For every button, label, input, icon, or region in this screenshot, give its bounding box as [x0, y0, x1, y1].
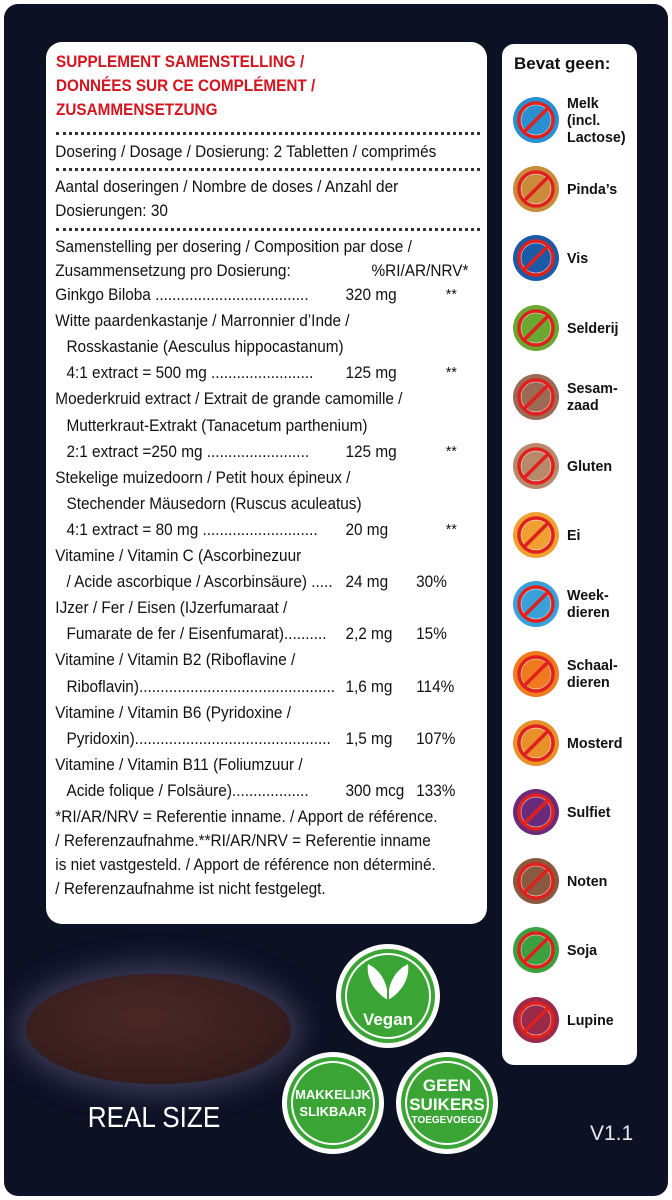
- allergen-label-line: zaad: [567, 397, 599, 414]
- no-sugar-badge: [394, 1050, 500, 1156]
- ingredient-text: Riboflavin)..............................................: [66, 678, 336, 696]
- ingredient-amount: 24 mg: [345, 573, 389, 591]
- lupine-icon: [512, 996, 560, 1044]
- allergen-label-line: Soja: [567, 941, 598, 959]
- ingredient-row: [46, 701, 456, 725]
- composition-header: [46, 235, 456, 259]
- ingredient-text: 4:1 extract = 500 mg ........................: [66, 364, 314, 382]
- ingredient-row: [46, 309, 456, 333]
- ingredient-amount: 300 mcg: [345, 782, 405, 800]
- ingredient-text: IJzer / Fer / Eisen (IJzerfumaraat /: [55, 599, 288, 617]
- ingredient-row: [46, 466, 456, 490]
- ingredient-row: [46, 648, 456, 672]
- vegan-badge: [334, 942, 442, 1050]
- allergen-label: [567, 92, 635, 148]
- ingredient-text: Rosskastanie (Aesculus hippocastanum): [66, 338, 344, 356]
- footnote-line: [46, 805, 456, 829]
- ingredient-row: [46, 387, 456, 411]
- footnote-line: [46, 853, 456, 877]
- allergen-label-line: Melk: [567, 94, 599, 112]
- milk-icon: [512, 96, 560, 144]
- title-line: SUPPLEMENT SAMENSTELLING /: [56, 52, 305, 71]
- ingredient-amount: 20 mg: [345, 521, 389, 539]
- dotted-divider: [56, 228, 480, 231]
- allergen-item: [512, 369, 632, 425]
- allergen-label-line: Sesam-: [567, 380, 618, 397]
- no-sugar-text: SUIKERS: [409, 1095, 485, 1114]
- allergen-label-line: dieren: [567, 674, 610, 691]
- wheat-icon: [512, 442, 560, 490]
- real-size-label: REAL SIZE: [87, 1102, 221, 1134]
- allergen-label-line: Lupine: [567, 1011, 614, 1029]
- ingredient-row: [46, 440, 456, 464]
- footnote-text: / Referenzaufnahme ist nicht festgelegt.: [55, 880, 326, 898]
- allergen-label: [567, 300, 635, 356]
- background: [4, 4, 668, 1196]
- allergen-label: [567, 438, 635, 494]
- allergen-title: Bevat geen:: [514, 54, 611, 73]
- dosage-row: [46, 140, 456, 164]
- ingredient-text: Stekelige muizedoorn / Petit houx épineux /: [55, 469, 351, 487]
- ingredient-amount: 320 mg: [345, 286, 397, 304]
- ingredient-text: Mutterkraut-Extrakt (Tanacetum parthenium): [66, 417, 368, 435]
- allergen-label: [567, 507, 635, 563]
- allergen-label: [567, 646, 635, 702]
- allergen-label-line: Gluten: [567, 457, 613, 475]
- ingredient-footnote-mark: **: [445, 443, 457, 460]
- ingredient-row: [46, 570, 456, 594]
- ingredient-row: [46, 335, 456, 359]
- allergen-label-line: Vis: [567, 249, 589, 267]
- ingredient-text: Moederkruid extract / Extrait de grande camomille /: [55, 390, 403, 408]
- allergen-label-line: Schaal-: [567, 657, 618, 674]
- allergen-label: [567, 576, 635, 632]
- vegan-label: Vegan: [362, 1010, 414, 1029]
- sulfite-icon: [512, 788, 560, 836]
- dosage-text: Dosering / Dosage / Dosierung: 2 Tabletten / comprimés: [55, 143, 437, 161]
- allergen-item: [512, 438, 632, 494]
- allergen-item: [512, 646, 632, 702]
- ingredient-amount: 2,2 mg: [345, 625, 393, 643]
- easy-swallow-badge: [280, 1050, 386, 1156]
- supplement-title: [56, 50, 434, 122]
- doses-text: Aantal doseringen / Nombre de doses / Anzahl der: [55, 178, 399, 196]
- allergen-label: [567, 230, 635, 286]
- allergen-item: [512, 92, 632, 148]
- ingredient-footnote-mark: **: [445, 521, 457, 538]
- ingredient-text: Vitamine / Vitamin C (Ascorbinezuur: [55, 547, 302, 565]
- dotted-divider: [56, 132, 480, 135]
- ingredient-text: / Acide ascorbique / Ascorbinsäure) .....: [66, 573, 333, 591]
- ingredient-row: [46, 596, 456, 620]
- allergen-label: [567, 853, 635, 909]
- soy-icon: [512, 926, 560, 974]
- doses-row: [46, 199, 456, 223]
- allergen-panel: [502, 44, 637, 1065]
- nrv-header: %RI/AR/NRV*: [371, 262, 469, 280]
- shell-icon: [512, 580, 560, 628]
- no-sugar-text: TOEGEVOEGD: [411, 1115, 483, 1126]
- allergen-label: [567, 784, 635, 840]
- allergen-label-line: Sulfiet: [567, 803, 611, 821]
- ingredient-footnote-mark: **: [445, 286, 457, 303]
- allergen-item: [512, 784, 632, 840]
- ingredient-row: [46, 492, 456, 516]
- doses-text: Dosierungen: 30: [55, 202, 168, 220]
- title-line: DONNÉES SUR CE COMPLÉMENT /: [56, 76, 316, 95]
- allergen-label-line: Noten: [567, 872, 608, 890]
- title-line: ZUSAMMENSETZUNG: [56, 100, 218, 119]
- allergen-item: [512, 507, 632, 563]
- composition-header: [46, 259, 469, 283]
- ingredient-text: Ginkgo Biloba ....................................: [55, 286, 309, 304]
- ingredient-text: Vitamine / Vitamin B11 (Foliumzuur /: [55, 756, 303, 774]
- allergen-label-line: Lactose): [567, 128, 626, 146]
- easy-swallow-text: MAKKELIJK: [295, 1087, 371, 1102]
- doses-row: [46, 175, 456, 199]
- ingredient-percent: 30%: [416, 573, 447, 591]
- allergen-label: [567, 992, 635, 1048]
- allergen-item: [512, 300, 632, 356]
- footnote-line: [46, 877, 456, 901]
- allergen-label: [567, 369, 635, 425]
- allergen-label-line: Selderij: [567, 319, 619, 337]
- tablet-image: [26, 974, 291, 1084]
- celery-icon: [512, 304, 560, 352]
- ingredient-text: Pyridoxin)..............................................: [66, 730, 331, 748]
- ingredient-row: [46, 727, 456, 751]
- allergen-item: [512, 922, 632, 978]
- ingredient-row: [46, 675, 456, 699]
- ingredient-row: [46, 622, 456, 646]
- ingredient-text: Witte paardenkastanje / Marronnier d’Inde /: [55, 312, 350, 330]
- composition-text: Zusammensetzung pro Dosierung:: [55, 262, 291, 280]
- ingredient-text: Acide folique / Folsäure)..................: [66, 782, 309, 800]
- ingredient-text: Stechender Mäusedorn (Ruscus aculeatus): [66, 495, 362, 513]
- allergen-item: [512, 576, 632, 632]
- version-label: V1.1: [590, 1122, 634, 1145]
- allergen-item: [512, 853, 632, 909]
- allergen-label-line: Ei: [567, 526, 581, 544]
- ingredient-row: [46, 544, 456, 568]
- ingredient-amount: 125 mg: [345, 364, 397, 382]
- peanut-icon: [512, 165, 560, 213]
- easy-swallow-text: SLIKBAAR: [299, 1104, 367, 1119]
- allergen-item: [512, 161, 632, 217]
- ingredient-row: [46, 414, 456, 438]
- footnote-text: / Referenzaufnahme.**RI/AR/NRV = Referentie inname: [55, 832, 431, 850]
- ingredient-percent: 15%: [416, 625, 447, 643]
- allergen-label: [567, 715, 635, 771]
- ingredient-text: 4:1 extract = 80 mg ...........................: [66, 521, 318, 539]
- allergen-item: [512, 715, 632, 771]
- nut-icon: [512, 857, 560, 905]
- footnote-text: *RI/AR/NRV = Referentie inname. / Apport de référence.: [55, 808, 438, 826]
- allergen-item: [512, 230, 632, 286]
- ingredient-row: [46, 361, 456, 385]
- allergen-label-line: Week-: [567, 587, 609, 604]
- ingredient-text: Vitamine / Vitamin B6 (Pyridoxine /: [55, 704, 291, 722]
- ingredient-text: 2:1 extract =250 mg ........................: [66, 443, 310, 461]
- fish-icon: [512, 234, 560, 282]
- ingredient-amount: 1,5 mg: [345, 730, 393, 748]
- ingredient-amount: 1,6 mg: [345, 678, 393, 696]
- allergen-label-line: (incl.: [567, 111, 601, 129]
- composition-text: Samenstelling per dosering / Composition par dose /: [55, 238, 412, 256]
- allergen-label-line: Pinda’s: [567, 180, 618, 198]
- allergen-label-line: dieren: [567, 604, 610, 621]
- ingredient-amount: 125 mg: [345, 443, 397, 461]
- sesame-icon: [512, 373, 560, 421]
- allergen-item: [512, 992, 632, 1048]
- ingredient-row: [46, 283, 456, 307]
- ingredient-row: [46, 779, 456, 803]
- ingredient-text: Fumarate de fer / Eisenfumarat)..........: [66, 625, 327, 643]
- ingredient-percent: 114%: [416, 678, 455, 696]
- footnote-text: is niet vastgesteld. / Apport de référence non déterminé.: [55, 856, 436, 874]
- crab-icon: [512, 650, 560, 698]
- ingredient-row: [46, 518, 456, 542]
- allergen-label: [567, 161, 635, 217]
- mustard-icon: [512, 719, 560, 767]
- footnote-line: [46, 829, 456, 853]
- ingredient-text: Vitamine / Vitamin B2 (Riboflavine /: [55, 651, 296, 669]
- ingredient-footnote-mark: **: [445, 364, 457, 381]
- allergen-label: [567, 922, 635, 978]
- ingredient-percent: 107%: [416, 730, 456, 748]
- supplement-facts-panel: [46, 42, 487, 924]
- dotted-divider: [56, 168, 480, 171]
- egg-icon: [512, 511, 560, 559]
- allergen-label-line: Mosterd: [567, 734, 623, 752]
- ingredient-percent: 133%: [416, 782, 456, 800]
- no-sugar-text: GEEN: [422, 1076, 472, 1095]
- ingredient-row: [46, 753, 456, 777]
